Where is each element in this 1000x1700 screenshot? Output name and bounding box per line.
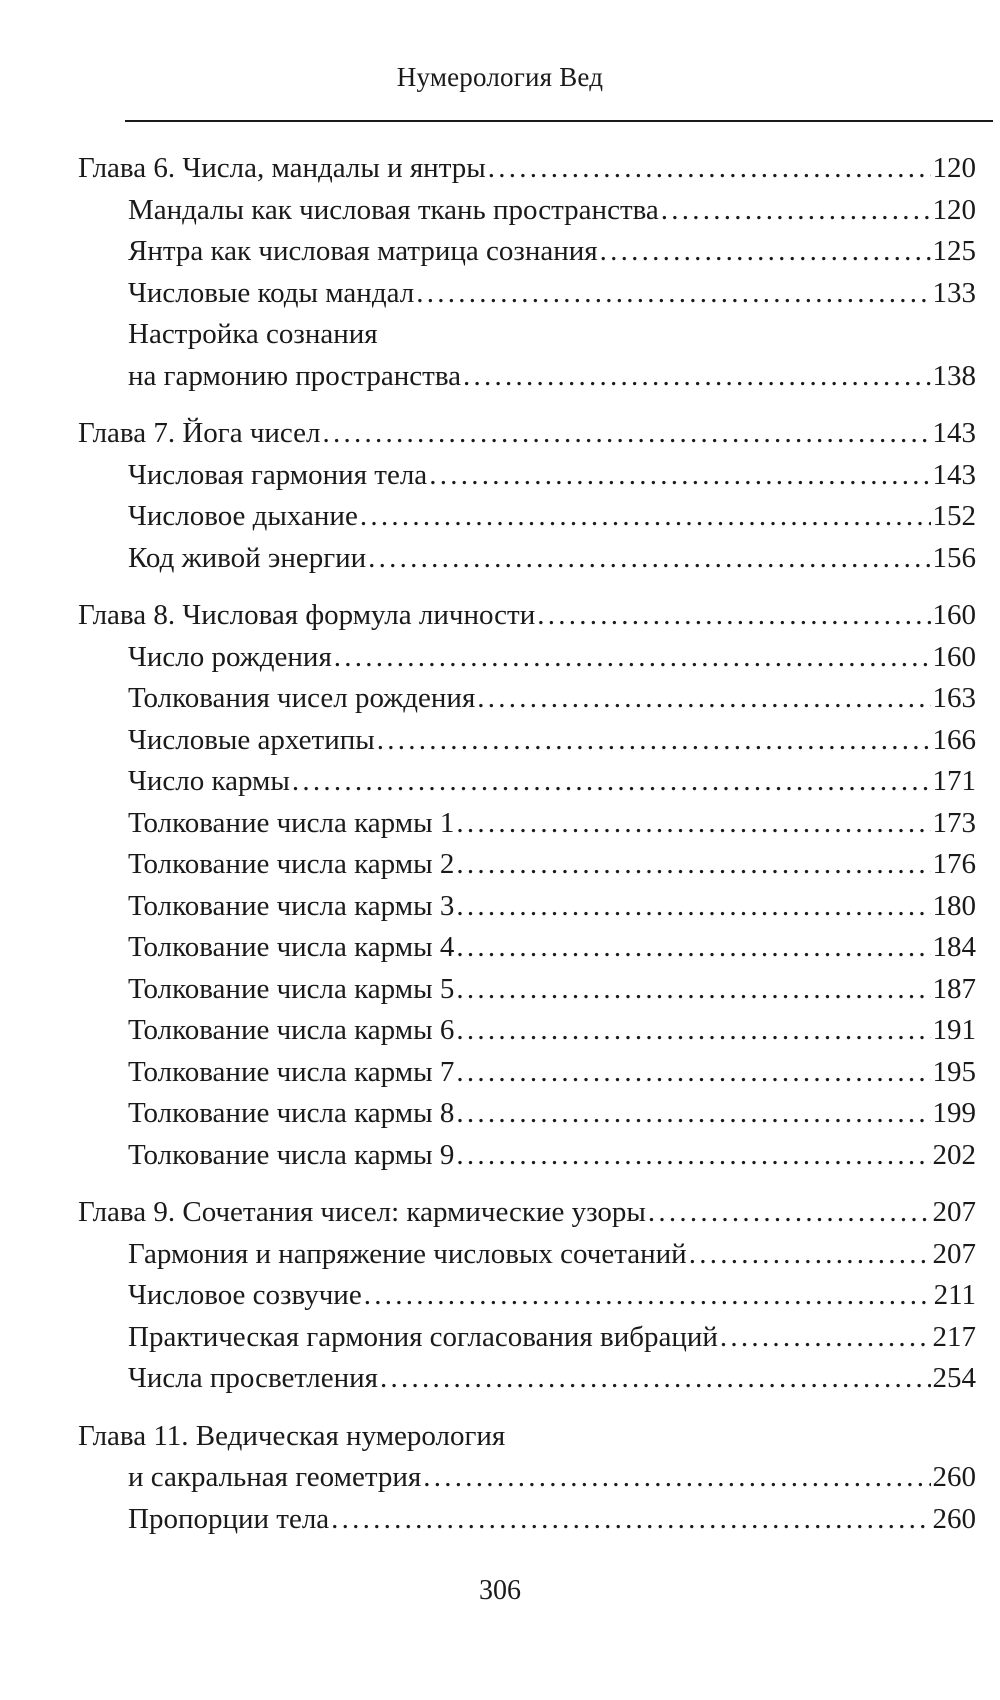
toc-entry-title: Число кармы (128, 765, 290, 797)
toc-entry (78, 844, 976, 886)
toc-entry-title: Толкование числа кармы 7 (128, 1055, 455, 1088)
toc-leader-dots (456, 1093, 930, 1135)
toc-entry (78, 637, 976, 679)
toc-leader-dots (456, 1052, 930, 1094)
toc-entry (78, 886, 976, 928)
toc-entry-title: Число рождения (128, 640, 332, 673)
toc-page-number: 171 (932, 765, 976, 797)
toc-page-number: 125 (932, 235, 976, 267)
toc-entry-title: Толкование числа кармы 9 (128, 1138, 455, 1171)
toc-leader-dots (334, 637, 931, 679)
toc-page-number: 187 (932, 972, 976, 1005)
toc-chapter-heading (78, 595, 976, 637)
toc-entry-title: Числовая гармония тела (128, 458, 428, 491)
toc-page-number: 160 (932, 599, 976, 631)
toc-chapter-heading (78, 1192, 976, 1234)
toc-leader-dots (323, 413, 931, 455)
toc-entry-title: Числовое дыхание (128, 500, 358, 532)
toc-leader-dots (456, 1010, 930, 1052)
toc-page-number: 217 (932, 1320, 976, 1353)
toc-chapter-title: и сакральная геометрия (128, 1461, 422, 1493)
toc-page-number: 207 (932, 1196, 976, 1228)
toc-chapter-title: Глава 7. Йога чисел (78, 417, 321, 449)
toc-page-number: 156 (932, 541, 976, 574)
toc-page-number: 143 (932, 417, 976, 449)
toc-chapter-title: Глава 9. Сочетания чисел: кармические узоры (78, 1196, 646, 1228)
toc-entry (78, 455, 976, 497)
toc-page-number: 184 (932, 931, 976, 963)
toc-entry-title: Толкование числа кармы 5 (128, 972, 455, 1005)
toc-entry-title: Числа просветления (128, 1362, 379, 1394)
toc-entry (78, 496, 976, 538)
toc-leader-dots (488, 148, 931, 190)
toc-entry (78, 231, 976, 273)
toc-entry-title: Янтра как числовая матрица сознания (128, 235, 598, 267)
toc-leader-dots (456, 969, 930, 1011)
toc-entry-title: Числовые коды мандал (128, 276, 415, 309)
toc-leader-dots (661, 190, 931, 232)
toc-chapter (78, 595, 976, 1176)
toc-page-number: 260 (932, 1502, 976, 1535)
toc-entry-title: Мандалы как числовая ткань пространства (128, 193, 659, 226)
toc-page-number: 133 (932, 276, 976, 309)
toc-entry-title: Настройка сознания (128, 318, 378, 350)
toc-entry (78, 761, 976, 803)
toc-entry (78, 1499, 976, 1541)
toc-entry-title: Толкование числа кармы 1 (128, 806, 455, 839)
toc-page-number: 207 (932, 1237, 976, 1270)
toc-page-number: 199 (932, 1097, 976, 1129)
toc-page-number: 191 (932, 1014, 976, 1046)
toc-entry-title: Толкование числа кармы 8 (128, 1097, 455, 1129)
toc-page-number: 160 (932, 640, 976, 673)
toc-chapter-heading (78, 413, 976, 455)
toc-leader-dots (364, 1275, 932, 1317)
toc-leader-dots (456, 927, 930, 969)
toc-entry-title: Толкование числа кармы 3 (128, 889, 455, 922)
toc-page-number: 260 (932, 1461, 976, 1493)
toc-leader-dots (292, 761, 931, 803)
toc-entry-title: Числовые архетипы (128, 723, 375, 756)
toc-chapter (78, 1416, 976, 1541)
toc-entry (78, 927, 976, 969)
toc-page-number: 211 (933, 1279, 976, 1311)
toc-entry (78, 1010, 976, 1052)
toc-entry-title: Числовое созвучие (128, 1279, 362, 1311)
toc-page-number: 120 (932, 152, 976, 184)
toc-chapter-heading (78, 1416, 976, 1458)
page-number: 306 (479, 1575, 521, 1606)
toc-chapter-heading (78, 148, 976, 190)
toc-entry-title: Код живой энергии (128, 541, 367, 574)
toc-leader-dots (360, 496, 931, 538)
toc-chapter (78, 148, 976, 397)
toc-entry (78, 356, 976, 398)
toc-leader-dots (429, 455, 930, 497)
toc-page-number: 152 (932, 500, 976, 532)
toc-entry (78, 1275, 976, 1317)
toc-entry (78, 1358, 976, 1400)
toc-leader-dots (477, 678, 930, 720)
toc-entry (78, 1317, 976, 1359)
toc-leader-dots (463, 356, 930, 398)
toc-entry (78, 720, 976, 762)
toc-leader-dots (456, 803, 930, 845)
toc-leader-dots (456, 844, 930, 886)
toc-chapter-title: Глава 6. Числа, мандалы и янтры (78, 152, 486, 184)
toc-leader-dots (689, 1234, 931, 1276)
running-head: Нумерология Вед (396, 62, 604, 92)
toc-page-number: 180 (932, 889, 976, 922)
toc-leader-dots (368, 538, 930, 580)
toc-entry (78, 273, 976, 315)
toc-leader-dots (377, 720, 931, 762)
toc-entry-title: Толкование числа кармы 4 (128, 931, 455, 963)
header-rule (125, 120, 993, 122)
toc-chapter-heading (78, 1457, 976, 1499)
toc-entry (78, 1093, 976, 1135)
toc-leader-dots (600, 231, 931, 273)
toc-entry (78, 538, 976, 580)
toc-entry-title: Гармония и напряжение числовых сочетаний (128, 1237, 687, 1270)
toc-entry (78, 678, 976, 720)
table-of-contents (78, 148, 976, 1556)
toc-chapter (78, 413, 976, 579)
toc-page-number: 166 (932, 723, 976, 756)
toc-page-number: 163 (932, 682, 976, 714)
toc-page-number: 254 (932, 1362, 976, 1394)
toc-entry (78, 803, 976, 845)
toc-page-number: 138 (932, 359, 976, 392)
toc-entry (78, 969, 976, 1011)
toc-leader-dots (456, 1135, 930, 1177)
toc-page-number: 202 (932, 1138, 976, 1171)
toc-entry-title: Пропорции тела (128, 1502, 330, 1535)
toc-page-number: 176 (932, 848, 976, 880)
toc-entry-title: Толкование числа кармы 2 (128, 848, 455, 880)
toc-leader-dots (537, 595, 930, 637)
toc-entry-title: Толкование числа кармы 6 (128, 1014, 455, 1046)
toc-entry (78, 1052, 976, 1094)
toc-leader-dots (331, 1499, 930, 1541)
toc-entry-title: Толкования чисел рождения (128, 682, 476, 714)
toc-entry (78, 190, 976, 232)
toc-leader-dots (423, 1457, 930, 1499)
toc-page-number: 195 (932, 1055, 976, 1088)
toc-leader-dots (648, 1192, 931, 1234)
toc-entry-title: Практическая гармония согласования вибраций (128, 1320, 718, 1353)
toc-page-number: 143 (932, 458, 976, 491)
toc-chapter-title: Глава 11. Ведическая нумерология (78, 1419, 506, 1452)
toc-page-number: 120 (932, 193, 976, 226)
toc-leader-dots (416, 273, 930, 315)
toc-leader-dots (720, 1317, 931, 1359)
toc-entry (78, 1135, 976, 1177)
toc-entry-title: на гармонию пространства (128, 359, 462, 392)
toc-page-number: 173 (932, 806, 976, 839)
toc-entry (78, 1234, 976, 1276)
toc-chapter-title: Глава 8. Числовая формула личности (78, 599, 536, 631)
toc-leader-dots (380, 1358, 930, 1400)
toc-leader-dots (456, 886, 930, 928)
toc-entry (78, 314, 976, 356)
toc-chapter (78, 1192, 976, 1400)
